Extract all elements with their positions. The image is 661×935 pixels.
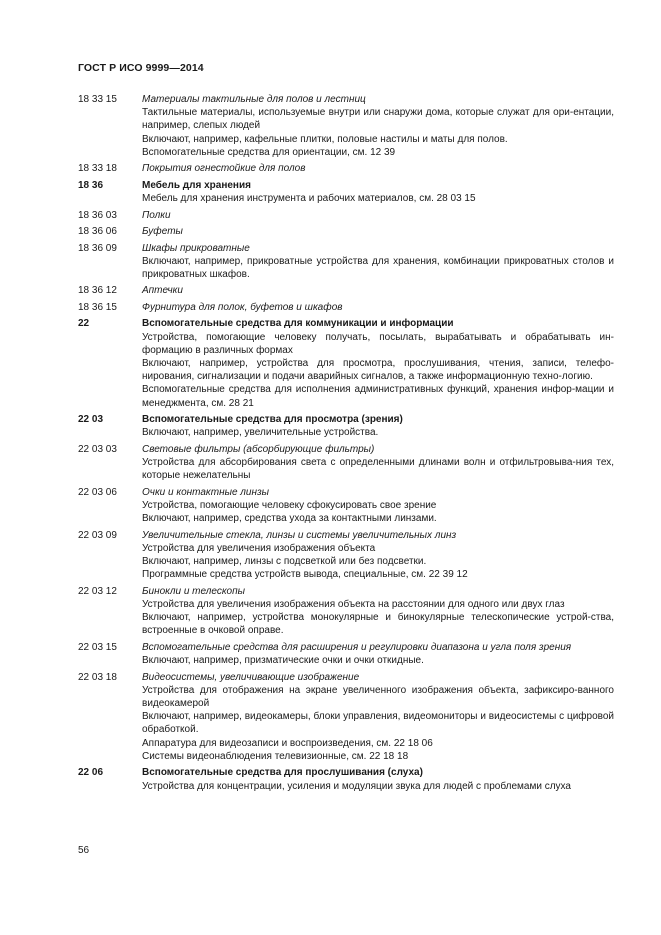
- entry-body: [142, 443, 614, 483]
- entry-title: Фурнитура для полок, буфетов и шкафов: [142, 301, 343, 313]
- classification-entry: [78, 242, 614, 282]
- classification-entry: [78, 93, 614, 159]
- entry-title: Вспомогательные средства для коммуникации и информации: [142, 318, 454, 330]
- classification-entry: [78, 284, 614, 297]
- classification-entry: [78, 301, 614, 314]
- entry-body: [142, 486, 614, 526]
- entry-description: Включают, например, прикроватные устройства для хранения, комбинации прикроватных столов и прикроватных шкафов.: [142, 255, 614, 280]
- entry-body: [142, 162, 614, 175]
- entry-title: Вспомогательные средства для прослушивания (слуха): [142, 767, 423, 779]
- entry-description: Устройства, помогающие человеку получать, посылать, вырабатывать и обрабатывать ин-формацию в различных формах: [142, 331, 614, 356]
- entry-code: 18 36 03: [78, 209, 117, 221]
- entry-code: 18 33 15: [78, 94, 117, 105]
- entry-body: [142, 225, 614, 238]
- entry-title: Мебель для хранения: [142, 179, 251, 191]
- entry-title: Вспомогательные средства для просмотра (зрения): [142, 414, 403, 426]
- classification-entry: [78, 671, 614, 763]
- entry-title: Аптечки: [142, 285, 183, 297]
- classification-entry: [78, 443, 614, 483]
- entry-title: Покрытия огнестойкие для полов: [142, 163, 306, 175]
- entry-description: Включают, например, кафельные плитки, половые настилы и маты для полов.: [142, 133, 508, 145]
- classification-entry: [78, 641, 614, 667]
- entry-description: Устройства для абсорбирования света с определенными длинами волн и отфильтровыва-ния тех, которые нежелательны: [142, 457, 614, 482]
- entry-description: Включают, например, увеличительные устройства.: [142, 427, 379, 439]
- entry-body: [142, 301, 614, 314]
- classification-entry: [78, 413, 614, 439]
- classification-entry: [78, 766, 614, 792]
- entry-title: Видеосистемы, увеличивающие изображение: [142, 671, 360, 683]
- entry-description: Включают, например, средства ухода за контактными линзами.: [142, 513, 437, 525]
- entry-body: [142, 413, 614, 439]
- entry-description: Аппаратура для видеозаписи и воспроизведения, см. 22 18 06: [142, 737, 433, 749]
- entry-title: Вспомогательные средства для расширения и регулировки диапазона и угла поля зрения: [142, 641, 572, 653]
- entry-description: Устройства для концентрации, усиления и модуляции звука для людей с проблемами слуха: [142, 780, 571, 792]
- entry-body: [142, 585, 614, 638]
- entry-title: Материалы тактильные для полов и лестниц: [142, 94, 366, 105]
- entry-description: Устройства для увеличения изображения объекта на расстоянии для одного или двух глаз: [142, 598, 565, 610]
- entry-title: Шкафы прикроватные: [142, 242, 250, 254]
- entry-description: Устройства, помогающие человеку сфокусировать свое зрение: [142, 499, 437, 511]
- entry-code: 22 03: [78, 414, 104, 426]
- page-number: 56: [78, 845, 90, 856]
- document-header: ГОСТ Р ИСО 9999—2014: [78, 62, 204, 74]
- entry-body: [142, 529, 614, 582]
- entry-body: [142, 242, 614, 282]
- entry-code: 18 36: [78, 179, 104, 191]
- entry-body: [142, 671, 614, 763]
- entry-description: Включают, например, устройства для просмотра, прослушивания, чтения, записи, телефо-нирования, сигнализации и подачи аварийных сигналов, а также информационную техно-логию.: [142, 358, 614, 383]
- entry-code: 18 36 15: [78, 301, 117, 313]
- entry-description: Мебель для хранения инструмента и рабочих материалов, см. 28 03 15: [142, 193, 476, 205]
- entry-description: Устройства для увеличения изображения объекта: [142, 542, 376, 554]
- entry-code: 22 03 09: [78, 529, 117, 541]
- entry-body: [142, 209, 614, 222]
- entry-body: [142, 93, 614, 159]
- classification-entry: [78, 225, 614, 238]
- entry-code: 18 33 18: [78, 163, 117, 175]
- entry-code: 22: [78, 318, 90, 330]
- entry-body: [142, 317, 614, 409]
- entry-description: Вспомогательные средства для ориентации, см. 12 39: [142, 146, 396, 158]
- classification-entry: [78, 317, 614, 409]
- entry-code: 22 03 12: [78, 585, 117, 597]
- entry-code: 22 03 18: [78, 671, 117, 683]
- entry-code: 22 03 06: [78, 486, 117, 498]
- entry-description: Устройства для отображения на экране увеличенного изображения объекта, зафиксиро-ванного видеокамерой: [142, 684, 614, 709]
- entry-description: Вспомогательные средства для исполнения административных функций, хранения инфор-мации и менеджмента, см. 28 21: [142, 384, 614, 409]
- entry-code: 22 03 15: [78, 641, 117, 653]
- entry-description: Программные средства устройств вывода, специальные, см. 22 39 12: [142, 569, 468, 581]
- entry-code: 18 36 12: [78, 285, 117, 297]
- entry-description: Включают, например, призматические очки и очки откидные.: [142, 655, 424, 667]
- entry-code: 18 36 09: [78, 242, 117, 254]
- classification-entry: [78, 209, 614, 222]
- entry-description: Включают, например, линзы с подсветкой или без подсветки.: [142, 556, 427, 568]
- classification-entry: [78, 486, 614, 526]
- entry-description: Тактильные материалы, используемые внутри или снаружи дома, которые служат для ори-ентации, например, слепых людей: [142, 107, 614, 132]
- entry-description: Включают, например, устройства монокулярные и бинокулярные телескопические устрой-ства, встроенные в очковой оправе.: [142, 612, 614, 637]
- entry-code: 22 06: [78, 767, 104, 779]
- entry-body: [142, 766, 614, 792]
- classification-entry: [78, 529, 614, 582]
- entry-description: Включают, например, видеокамеры, блоки управления, видеомониторы и видеосистемы с цифровой обработкой.: [142, 711, 614, 736]
- entry-body: [142, 179, 614, 205]
- entry-title: Полки: [142, 209, 171, 221]
- entry-code: 22 03 03: [78, 443, 117, 455]
- entry-body: [142, 284, 614, 297]
- entry-description: Системы видеонаблюдения телевизионные, см. 22 18 18: [142, 750, 409, 762]
- classification-entry: [78, 162, 614, 175]
- classification-entry: [78, 585, 614, 638]
- entry-code: 18 36 06: [78, 226, 117, 238]
- entry-title: Световые фильтры (абсорбирующие фильтры): [142, 443, 375, 455]
- classification-entry: [78, 179, 614, 205]
- entry-title: Буфеты: [142, 226, 183, 238]
- entry-body: [142, 641, 614, 667]
- entry-title: Очки и контактные линзы: [142, 486, 269, 498]
- entry-title: Увеличительные стекла, линзы и системы увеличительных линз: [142, 529, 457, 541]
- entry-title: Бинокли и телескопы: [142, 585, 245, 597]
- classification-list: [78, 93, 614, 796]
